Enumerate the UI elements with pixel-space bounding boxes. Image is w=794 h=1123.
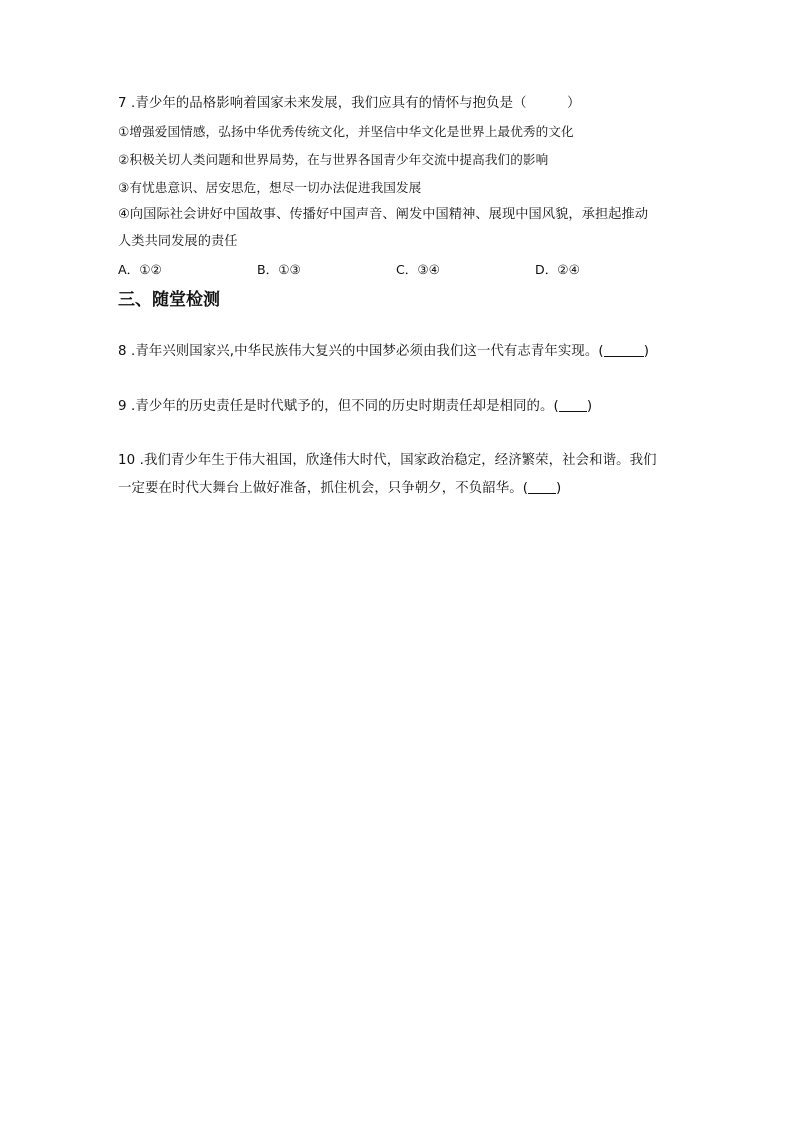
question-10-line-2 — [118, 479, 561, 498]
question-9-answer-blank[interactable] — [559, 397, 587, 412]
question-8 — [118, 342, 649, 361]
question-9 — [118, 397, 592, 416]
question-8-text: 8 .青年兴则国家兴,中华民族伟大复兴的中国梦必须由我们这一代有志青年实现。( — [118, 344, 604, 359]
question-9-text: 9 .青少年的历史责任是时代赋予的，但不同的历史时期责任却是相同的。( — [118, 399, 559, 414]
question-7-option-2: ②积极关切人类问题和世界局势，在与世界各国青少年交流中提高我们的影响 — [118, 152, 549, 167]
question-7-option-3: ③有忧患意识、居安思危，想尽一切办法促进我国发展 — [118, 180, 422, 195]
question-7-option-1: ①增强爱国情感，弘扬中华优秀传统文化，并坚信中华文化是世界上最优秀的文化 — [118, 124, 574, 139]
question-8-answer-blank[interactable] — [604, 342, 644, 357]
choice-c[interactable]: C．③④ — [396, 262, 440, 277]
choice-a[interactable]: A．①② — [118, 262, 162, 277]
question-10-close-paren: ) — [556, 481, 562, 496]
question-7-option-4-continued: 人类共同发展的责任 — [118, 234, 238, 249]
question-7-stem: 7 .青少年的品格影响着国家未来发展，我们应具有的情怀与抱负是（ ） — [118, 96, 581, 111]
question-9-close-paren: ) — [586, 399, 593, 414]
question-10-answer-blank[interactable] — [528, 479, 556, 494]
section-title-classroom-check: 三、随堂检测 — [118, 290, 220, 310]
question-8-close-paren: ) — [643, 344, 650, 359]
question-10-line-1: 10 .我们青少年生于伟大祖国，欣逢伟大时代，国家政治稳定，经济繁荣，社会和谐。我们 — [118, 453, 657, 468]
question-7-choices — [118, 261, 638, 279]
question-10-text: 一定要在时代大舞台上做好准备，抓住机会，只争朝夕，不负韶华。( — [118, 481, 529, 496]
choice-d[interactable]: D．②④ — [535, 262, 580, 277]
question-7-option-4: ④向国际社会讲好中国故事、传播好中国声音、阐发中国精神、展现中国风貌，承担起推动 — [118, 207, 649, 222]
choice-b[interactable]: B．①③ — [257, 262, 301, 277]
